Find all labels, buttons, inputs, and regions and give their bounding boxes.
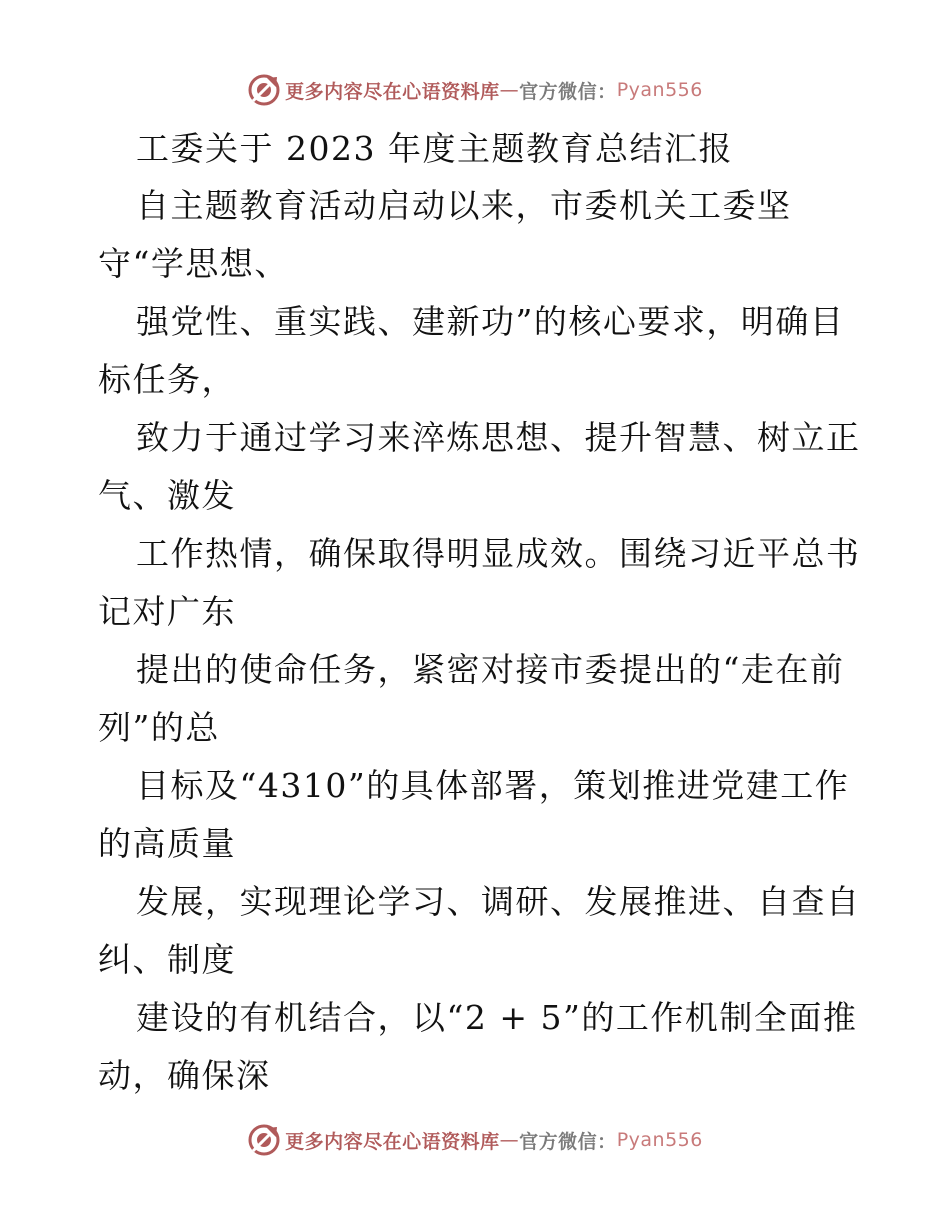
header-watermark bbox=[0, 70, 950, 110]
watermark-wechat-id: Pyan556 bbox=[616, 79, 703, 101]
document-title: 工委关于 2023 年度主题教育总结汇报 bbox=[136, 129, 733, 168]
text-line: 强党性、重实践、建新功”的核心要求，明确目 bbox=[136, 302, 845, 341]
watermark-dash: — bbox=[499, 1129, 520, 1151]
watermark-wechat-label: 官方微信： bbox=[519, 1130, 617, 1153]
text-line: 的高质量 bbox=[98, 824, 236, 863]
footer-watermark bbox=[0, 1120, 950, 1160]
text-line: 列”的总 bbox=[98, 708, 220, 747]
text-line: 标任务， bbox=[98, 360, 236, 399]
text-line: 自主题教育活动启动以来，市委机关工委坚 bbox=[136, 186, 792, 225]
text-line: 记对广东 bbox=[98, 592, 236, 631]
text-line: 目标及“4310”的具体部署，策划推进党建工作 bbox=[136, 766, 850, 805]
text-line: 提出的使命任务，紧密对接市委提出的“走在前 bbox=[136, 650, 845, 689]
watermark-wechat-label: 官方微信： bbox=[519, 80, 617, 103]
text-line: 气、激发 bbox=[98, 476, 236, 515]
logo-icon bbox=[247, 73, 281, 107]
text-line: 守“学思想、 bbox=[98, 244, 289, 283]
logo-icon bbox=[247, 1123, 281, 1157]
text-line: 工作热情，确保取得明显成效。围绕习近平总书 bbox=[136, 534, 861, 573]
watermark-dash: — bbox=[499, 79, 520, 101]
text-line: 动，确保深 bbox=[98, 1056, 271, 1095]
watermark-wechat-id: Pyan556 bbox=[616, 1129, 703, 1151]
text-line: 发展，实现理论学习、调研、发展推进、自查自 bbox=[136, 882, 861, 921]
watermark-text: 更多内容尽在心语资料库 bbox=[285, 80, 500, 103]
text-line: 建设的有机结合，以“2 + 5”的工作机制全面推 bbox=[136, 998, 858, 1037]
watermark-text: 更多内容尽在心语资料库 bbox=[285, 1130, 500, 1153]
text-line: 纠、制度 bbox=[98, 940, 236, 979]
text-line: 致力于通过学习来淬炼思想、提升智慧、树立正 bbox=[136, 418, 861, 457]
